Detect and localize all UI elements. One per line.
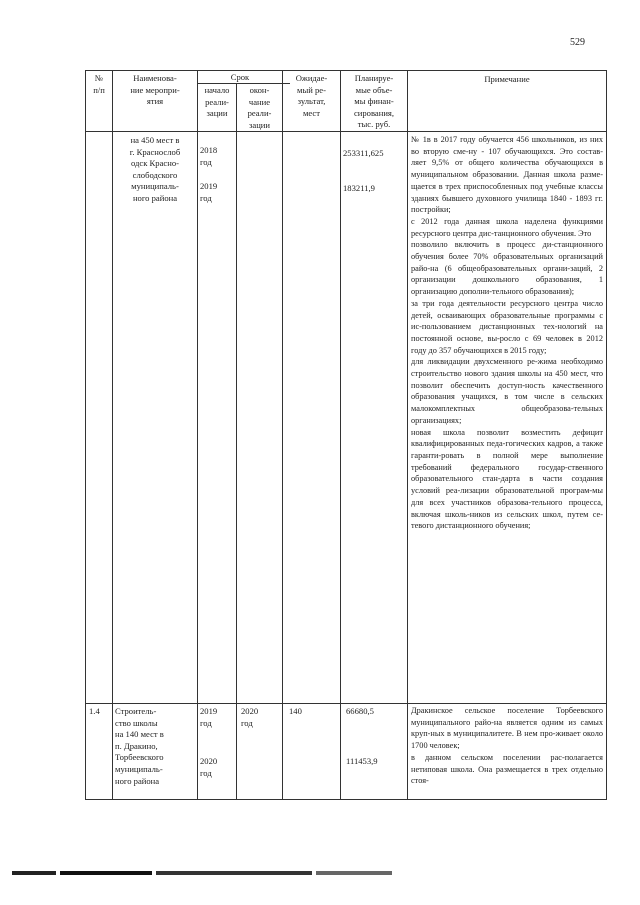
header-name: Наименова- ние меропри- ятия bbox=[130, 73, 180, 107]
row2-end-1: 2020 год bbox=[241, 706, 259, 728]
row2-name: Строитель- ство школы на 140 мест в п. Дракино, Торбеевского муниципаль- ного района bbox=[115, 706, 164, 786]
header-num: № п/п bbox=[93, 73, 105, 95]
row2-funding-1: 66680,5 bbox=[346, 706, 374, 716]
table-col-rule-8 bbox=[606, 70, 607, 800]
table-col-rule-5 bbox=[282, 70, 283, 800]
row2-result: 140 bbox=[289, 706, 302, 716]
row2-num: 1.4 bbox=[89, 706, 100, 716]
header-result: Ожидае- мый ре- зультат, мест bbox=[295, 73, 328, 118]
table-rule-header-bottom bbox=[85, 131, 607, 132]
table-col-rule-7 bbox=[407, 70, 408, 800]
row2-start-2: 2020 год bbox=[200, 756, 218, 778]
row1-funding-2: 183211,9 bbox=[343, 183, 375, 193]
table-rule-row-separator bbox=[85, 703, 607, 704]
row1-start-2: 2019 год bbox=[200, 181, 218, 203]
row1-name: на 450 мест в г. Краснослоб одск Красно- слободского муниципаль- ного района bbox=[129, 135, 181, 203]
row1-note: № 1в в 2017 году обучается 456 школьников, из них во вторую сме-ну - 107 обучающихся. Это состав-ляет 9,5% от общего количества обучающихся в муниципальном образовании. Данная школа разме-щается в трех приспособленных под учебные классы зданиях бывшего духовного училища 1840 - 1893 гг. постройки; с 2012 года данная школа наделена функциями ресурсного центра дис-танционного обучения. Это позволило включить в процесс ди-станционного обучения более 70% образовательных организаций райо-на (6 общеобразовательных органи-заций, 2 организации дошкольного образования, 1 организацию дополни-тельного образования); за три года деятельности ресурсного центра число детей, осваивающих образовательные программы с ис-пользованием дистанционных тех-нологий на постоянной основе, вы-росло с 69 человек в 2012 году до 357 обучающихся в 2015 году; для ликвидации двухсменного ре-жима необходимо строительство нового здания школы на 450 мест, что позволит обеспечить доступ-ность качественного образования учащихся, в том числе в сельских малокомплектных общеобразова-тельных организациях; новая школа позволит возместить дефицит квалифицированных педа-гогических кадров, а также гаранти-ровать в полной мере выполнение требований федерального государ-ственного образовательного стан-дарта в части создания условий реа-лизации образовательной програм-мы для всех участников образова-тельного процесса, включая школь-ников из сельских школ, путем се-тевого дистанционного обучения; bbox=[411, 135, 603, 531]
header-funding: Планируе- мые объе- мы финан- сирования, тыс. руб. bbox=[353, 73, 395, 130]
scan-artifact-bar bbox=[12, 871, 392, 875]
table-col-rule-1 bbox=[85, 70, 86, 800]
header-start: начало реали- зации bbox=[204, 85, 230, 119]
row1-start-1: 2018 год bbox=[200, 145, 218, 167]
row2-start-1: 2019 год bbox=[200, 706, 218, 728]
page-number: 529 bbox=[570, 37, 585, 48]
row1-funding-1: 253311,625 bbox=[343, 148, 384, 158]
table-col-rule-6 bbox=[340, 70, 341, 800]
table-rule-bottom bbox=[85, 799, 607, 800]
row2-note: Дракинское сельское поселение Торбеевского муниципального райо-на является одним из самых круп-ных в муниципалитете. В нем про-живает около 1700 человек; в данном сельском поселении рас-полагается нетиповая школа. Она размещается в трех отдельно стоя- bbox=[411, 706, 603, 786]
table-rule-top bbox=[85, 70, 607, 71]
row2-funding-2: 111453,9 bbox=[346, 756, 378, 766]
table-col-rule-4 bbox=[236, 84, 237, 800]
table-col-rule-3 bbox=[197, 70, 198, 800]
header-end: окон- чание реали- зации bbox=[247, 85, 272, 130]
header-term: Срок bbox=[230, 72, 250, 82]
header-note: Примечание bbox=[484, 74, 530, 84]
